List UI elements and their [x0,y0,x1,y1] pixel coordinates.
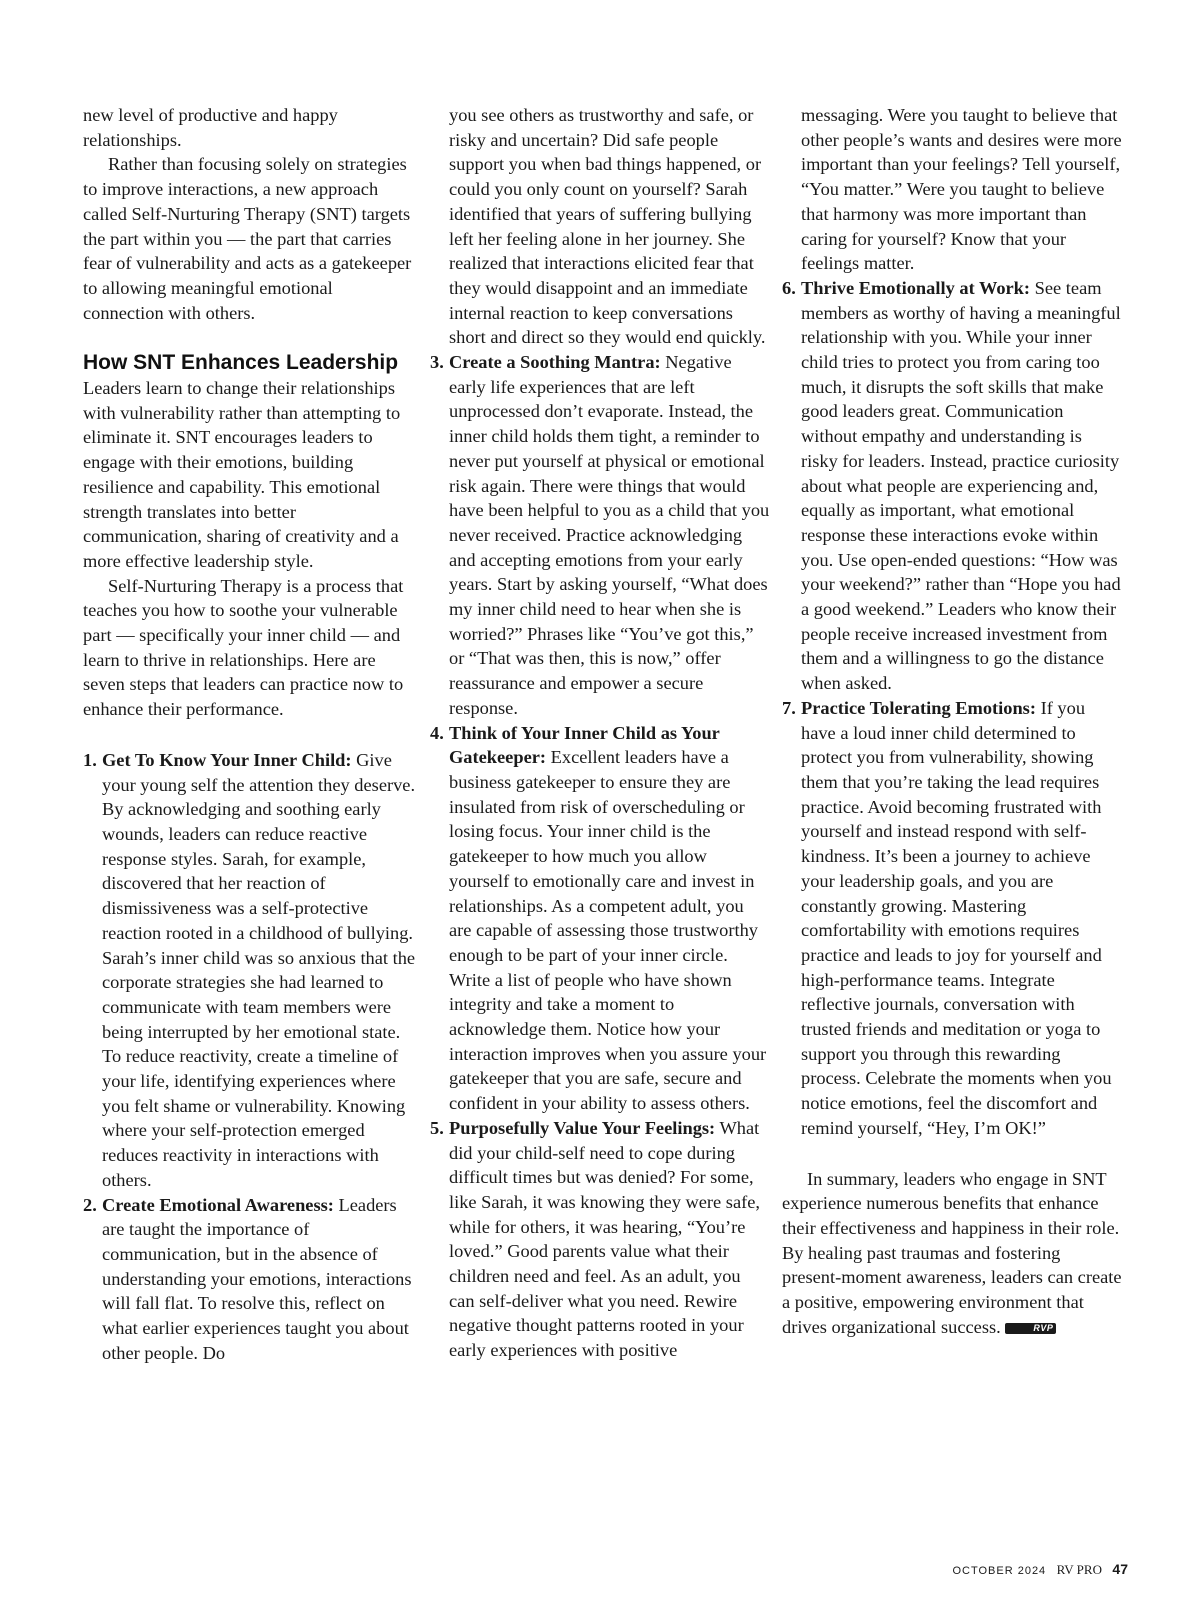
step-body: Give your young self the attention they deserve. By acknowledging and soothing early wounds, leaders can reduce reactive response styles. Sarah, for example, discovered that her reaction of dismissiveness was a self-protective reaction rooted in a childhood of bullying. Sarah’s inner child was so anxious that the corporate strategies she had learned to communicate with team members were being interrupted by her emotional state. To reduce reactivity, create a timeline of your life, identifying experiences where you felt shame or vulnerability. Knowing where your self-protection emerged reduces reactivity in interactions with others. [102,749,416,1190]
step-number: 6. [782,277,796,298]
step-label: Think of Your Inner Child as Your Gatekeeper: [449,722,720,768]
step-5 [430,1116,770,1363]
step-7 [782,696,1122,1141]
column-1 [83,103,418,1365]
step-4 [430,721,770,1116]
step-body: Negative early life experiences that are left unprocessed don’t evaporate. Instead, the inner child holds them tight, a reminder to never put yourself at physical or emotional risk again. There were things that would have been helpful to you as a child that you never received. Practice acknowledging and accepting emotions from your early years. Start by asking yourself, “What does my inner child need to hear when she is worried?” Phrases like “You’ve got this,” or “That was then, this is now,” offer reassurance and empower a secure response. [449,352,770,718]
paragraph: Leaders learn to change their relationships with vulnerability rather than attempting to eliminate it. SNT encourages leaders to engage with their emotions, building resilience and capability. This emotional strength translates into better communication, sharing of creativity and a more effective leadership style. [83,378,401,571]
step-5-continued [782,103,1122,276]
step-number: 2. [83,1194,97,1215]
summary-paragraph [782,1167,1122,1340]
step-number: 7. [782,697,796,718]
step-label: Get To Know Your Inner Child: [102,749,352,770]
step-label: Purposefully Value Your Feelings: [449,1117,716,1138]
step-number: 4. [430,722,444,743]
step-number: 5. [430,1117,444,1138]
step-1 [83,748,418,1193]
summary-text: In summary, leaders who engage in SNT experience numerous benefits that enhance their effectiveness and happiness in their role. By healing past traumas and fostering present-moment awareness, leaders can create a positive, empowering environment that drives organizational success. [782,1168,1122,1337]
column-2 [430,103,770,1363]
page-number: 47 [1112,1561,1128,1577]
step-label: Create Emotional Awareness: [102,1194,334,1215]
step-label: Thrive Emotionally at Work: [801,277,1031,298]
paragraph: Self-Nurturing Therapy is a process that teaches you how to soothe your vulnerable part — specifically your inner child — and learn to thrive in relationships. Here are seven steps that leaders can practice now to enhance their performance. [83,575,404,720]
paragraph: new level of productive and happy relationships. [83,105,338,150]
step-body: Leaders are taught the importance of communication, but in the absence of understanding your emotions, interactions will fall flat. To resolve this, reflect on what earlier experiences taught you about other people. Do [102,1194,412,1363]
step-number: 1. [83,749,97,770]
step-2 [83,1193,418,1366]
step-body: you see others as trustworthy and safe, or risky and uncertain? Did safe people support you when bad things happened, or could you only count on yourself? Sarah identified that years of suffering bullying left her feeling alone in her journey. She realized that interactions elicited fear that they would disappoint and an immediate internal reaction to keep conversations short and direct so they would end quickly. [449,105,766,348]
step-2-continued [430,103,770,350]
step-6 [782,276,1122,696]
step-3 [430,350,770,721]
footer-issue: OCTOBER 2024 [952,1565,1047,1577]
step-body: Excellent leaders have a business gatekeeper to ensure they are insulated from risk of overscheduling or losing focus. Your inner child is the gatekeeper to how much you allow yourself to emotionally care and invest in relationships. As a competent adult, you are capable of assessing those trustworthy enough to be part of your inner circle. Write a list of people who have shown integrity and take a moment to acknowledge them. Notice how your interaction improves when you assure your gatekeeper that you are safe, secure and confident in your ability to assess others. [449,747,767,1114]
step-label: Create a Soothing Mantra: [449,352,661,373]
section-heading: How SNT Enhances Leadership [83,351,399,375]
paragraph: Rather than focusing solely on strategies to improve interactions, a new approach called Self-Nurturing Therapy (SNT) targets the part within you — the part that carries fear of vulnerability and acts as a gatekeeper to allowing meaningful emotional connection with others. [83,154,412,323]
column-3 [782,103,1122,1339]
step-label: Practice Tolerating Emotions: [801,697,1036,718]
step-number: 3. [430,352,444,373]
end-mark-logo: RVP [1005,1323,1056,1334]
page-footer [952,1561,1128,1579]
step-body: If you have a loud inner child determined to protect you from vulnerability, showing them that you’re taking the lead requires practice. Avoid becoming frustrated with yourself and instead respond with self-kindness. It’s been a journey to achieve your leadership goals, and you are constantly growing. Mastering comfortability with emotions requires practice and leads to joy for yourself and high-performance teams. Integrate reflective journals, conversation with trusted friends and meditation or yoga to support you through this rewarding process. Celebrate the moments when you notice emotions, feel the discomfort and remind yourself, “Hey, I’m OK!” [801,697,1112,1138]
step-body: What did your child-self need to cope during difficult times but was denied? For some, like Sarah, it was knowing they were safe, while for others, it was hearing, “You’re loved.” Good parents value what their children need and feel. As an adult, you can self-deliver what you need. Rewire negative thought patterns rooted in your early experiences with positive [449,1117,761,1361]
step-body: messaging. Were you taught to believe that other people’s wants and desires were more important than your feelings? Tell yourself, “You matter.” Were you taught to believe that harmony was more important than caring for yourself? Know that your feelings matter. [801,105,1122,274]
step-body: See team members as worthy of having a meaningful relationship with you. While your inner child tries to protect you from caring too much, it disrupts the soft skills that make good leaders great. Communication without empathy and understanding is risky for leaders. Instead, practice curiosity about what people are experiencing and, equally as important, what emotional response these interactions evoke within you. Use open-ended questions: “How was your weekend?” rather than “Hope you had a good weekend.” Leaders who know their people receive increased investment from them and a willingness to go the distance when asked. [801,277,1121,694]
footer-magazine: RV PRO [1056,1562,1102,1577]
